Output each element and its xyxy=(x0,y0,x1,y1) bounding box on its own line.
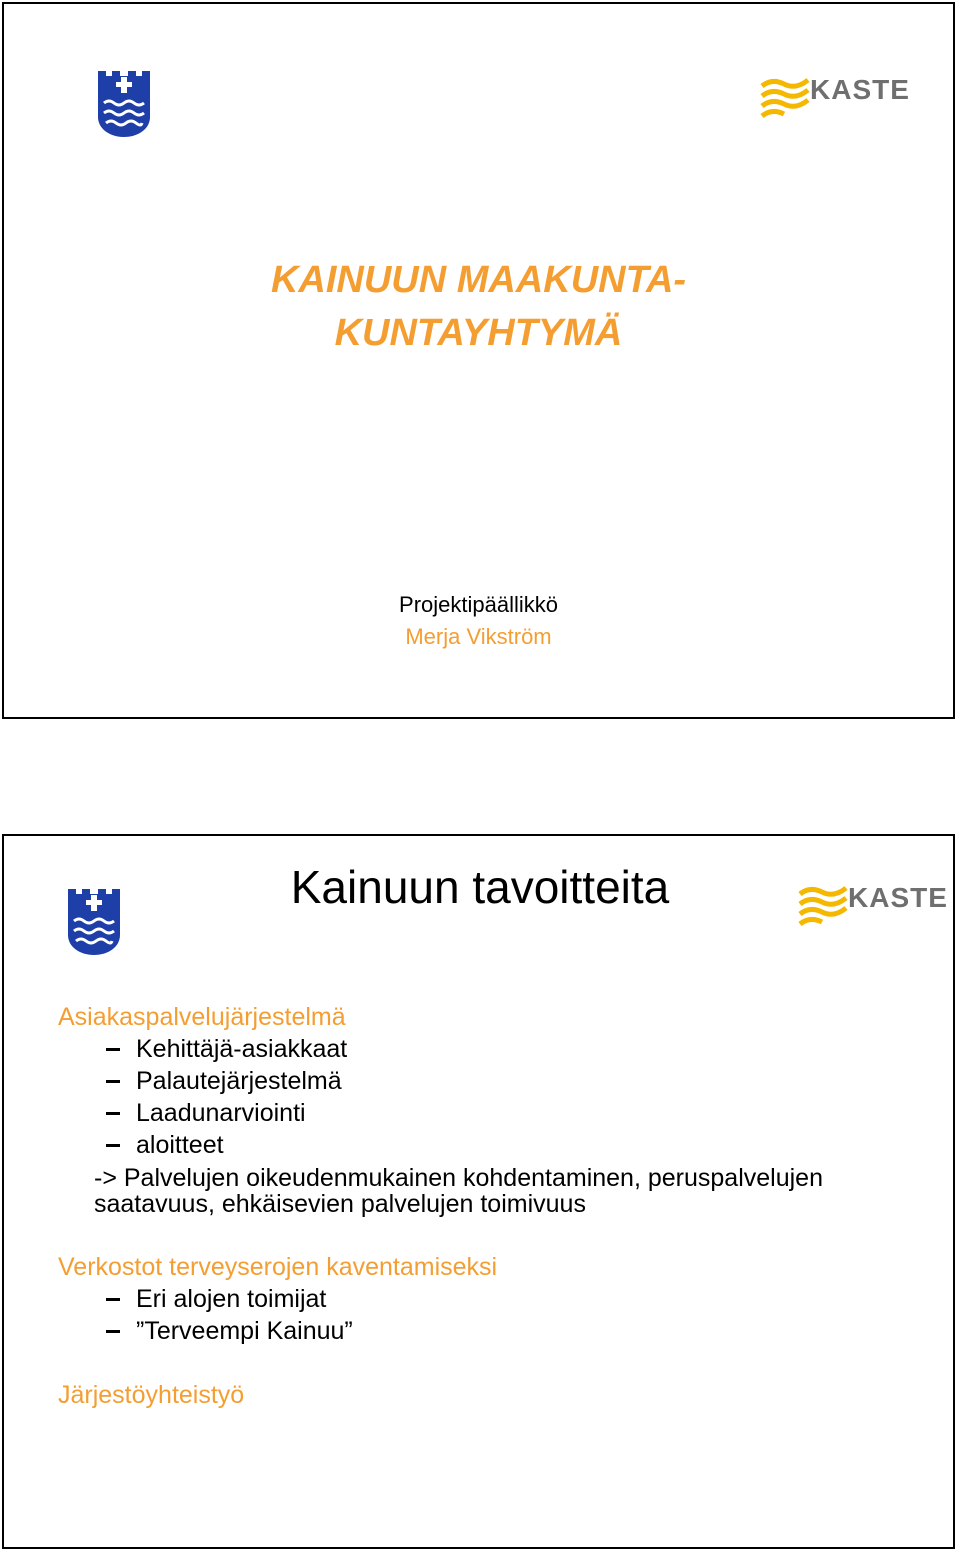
dash-bullet-icon xyxy=(106,1330,120,1333)
kaste-logo-text: KASTE xyxy=(848,882,948,913)
list-item-text: Palautejärjestelmä xyxy=(136,1067,342,1095)
spacer xyxy=(58,1217,938,1251)
outcome-note: -> Palvelujen oikeudenmukainen kohdentaminen, peruspalvelujen saatavuus, ehkäisevien palvelujen toimivuus xyxy=(94,1164,823,1218)
dash-bullet-icon xyxy=(106,1298,120,1301)
dash-bullet-icon xyxy=(106,1144,120,1147)
list-item xyxy=(58,1097,938,1129)
dash-bullet-icon xyxy=(106,1112,120,1115)
list-item xyxy=(58,1129,938,1161)
list-item xyxy=(58,1315,938,1347)
list-item-text: ”Terveempi Kainuu” xyxy=(136,1317,353,1345)
title-line-1: KAINUUN MAAKUNTA- xyxy=(270,259,687,301)
section-heading: Järjestöyhteistyö xyxy=(58,1381,245,1409)
section-heading: Asiakaspalvelujärjestelmä xyxy=(58,1003,346,1031)
presenter-role: Projektipäällikkö xyxy=(399,592,558,617)
slide-2-title: Kainuun tavoitteita xyxy=(290,861,670,913)
slide-1 xyxy=(2,2,955,719)
slide-1-title xyxy=(4,254,953,360)
spacer xyxy=(58,1347,938,1379)
section-heading: Verkostot terveyserojen kaventamiseksi xyxy=(58,1253,498,1281)
presenter-name: Merja Vikström xyxy=(405,624,552,649)
kainuu-crest-icon xyxy=(96,67,152,139)
title-line-2: KUNTAYHTYMÄ xyxy=(334,312,623,354)
kaste-logo-icon xyxy=(760,78,810,118)
list-item-text: aloitteet xyxy=(136,1131,224,1159)
list-item xyxy=(58,1033,938,1065)
kaste-logo-text: KASTE xyxy=(810,74,910,105)
dash-bullet-icon xyxy=(106,1080,120,1083)
list-item xyxy=(58,1065,938,1097)
slide-2-content xyxy=(58,1001,938,1411)
list-item-text: Kehittäjä-asiakkaat xyxy=(136,1035,348,1063)
list-item-text: Laadunarviointi xyxy=(136,1099,306,1127)
list-item-text: Eri alojen toimijat xyxy=(136,1285,327,1313)
dash-bullet-icon xyxy=(106,1048,120,1051)
list-item xyxy=(58,1283,938,1315)
